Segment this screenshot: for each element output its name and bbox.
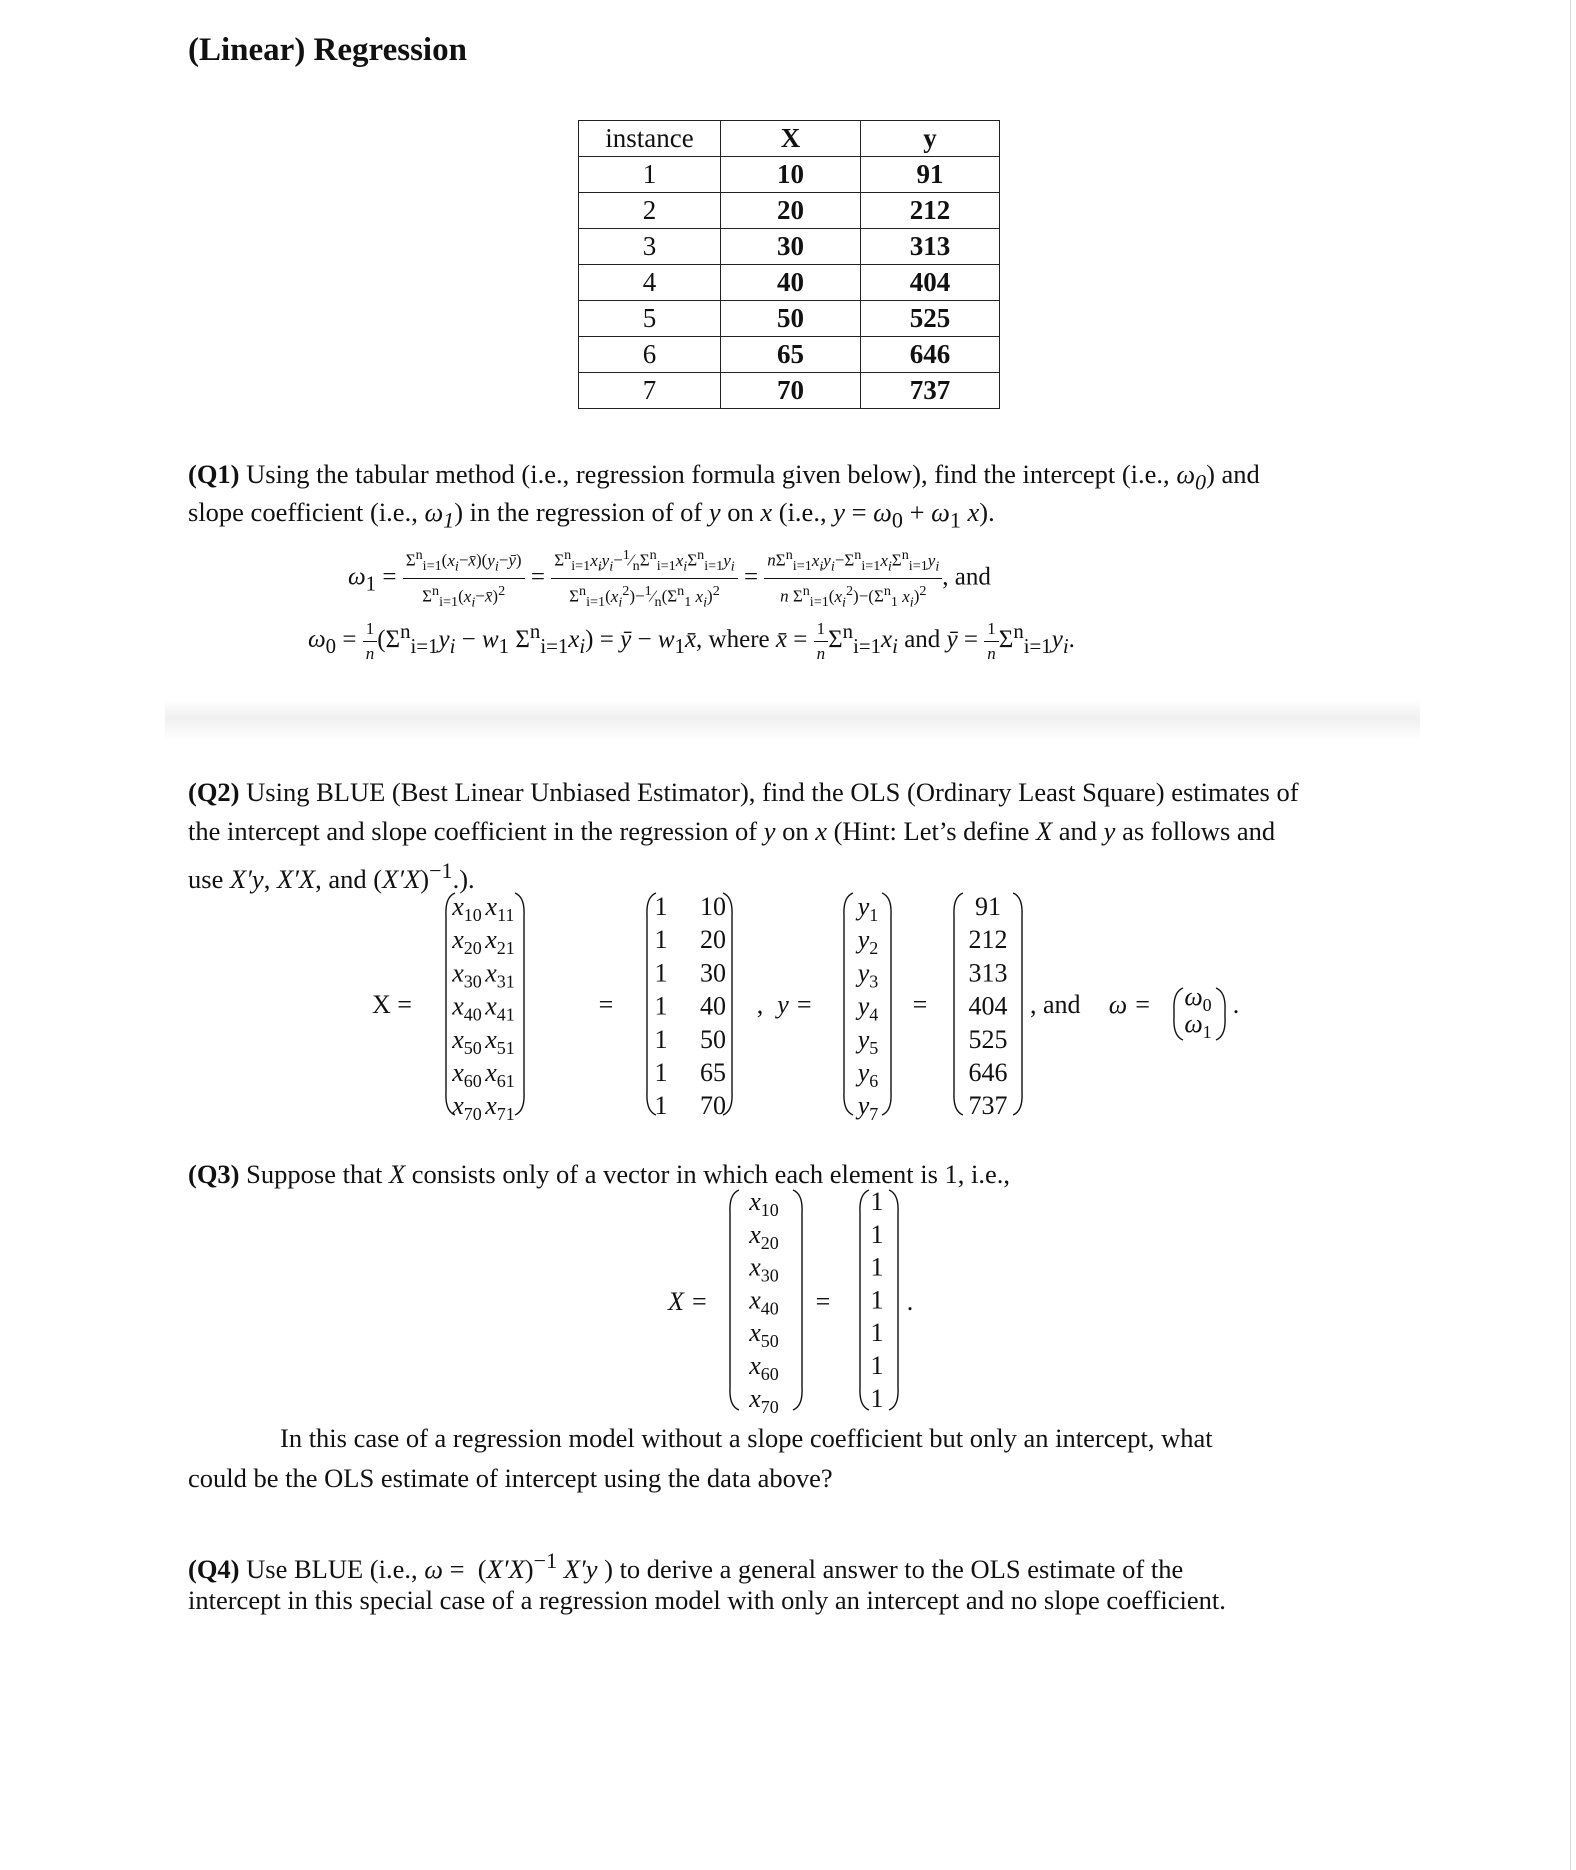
matrix-entry: 646 <box>968 1058 1008 1087</box>
matrix-entry: 737 <box>968 1091 1008 1121</box>
table-cell: 646 <box>861 337 1000 373</box>
matrix-entry: 10 <box>700 892 726 921</box>
matrix-entry: 65 <box>700 1058 726 1087</box>
q1-line-2: slope coefficient (i.e., $\omega_1$) in the regression of of y on x (i.e., $y = \omega_0 + \omega_1$ x). <box>188 497 995 533</box>
q3-line-2: In this case of a regression model without a slope coefficient but only an intercept, what <box>280 1423 1213 1453</box>
table-cell: 4 <box>579 265 721 301</box>
matrix-entry: 1 <box>870 1318 884 1348</box>
matrix-entry: 313 <box>968 958 1008 988</box>
matrix-entry: 1 <box>870 1351 884 1380</box>
matrix-entry: $x_{60}$ <box>749 1351 779 1384</box>
q4-label: (Q4) <box>188 1553 240 1584</box>
table-cell: 737 <box>861 373 1000 409</box>
x-matrix-label: X = <box>372 990 412 1019</box>
formula-fraction: $\frac{\Sigma^n_{i=1}(x_i-x̄)(y_i-ȳ)}{\Sigma^n_{i=1}(x_i-x̄)^2}$ <box>403 543 525 614</box>
matrix-entry: $y_1$ <box>857 892 879 925</box>
matrix-entry: $x_{20}$ <box>452 925 482 959</box>
matrix-entry: 40 <box>700 991 726 1021</box>
matrix-entry: $x_{51}$ <box>485 1024 515 1058</box>
period: . <box>906 1287 914 1316</box>
q2-line-2: the intercept and slope coefficient in the regression of y on x (Hint: Let’s define X and y as follows and <box>188 816 1276 846</box>
matrix-entry: 50 <box>700 1024 726 1054</box>
matrix-entry: $x_{10}$ <box>749 1187 779 1220</box>
matrix-entry: $x_{70}$ <box>749 1383 779 1417</box>
q3-text: consists only of a vector in which each element is 1, i.e., <box>405 1159 1011 1189</box>
matrix-entry: $x_{21}$ <box>485 925 515 959</box>
q1-text: (i.e., <box>772 497 834 527</box>
equals-sign: = <box>912 990 928 1019</box>
right-bracket <box>889 1190 898 1410</box>
matrix-entry: $x_{40}$ <box>452 991 482 1025</box>
matrix-entry: $x_{40}$ <box>749 1285 779 1319</box>
matrix-entry: $x_{61}$ <box>485 1058 515 1091</box>
q1-text: slope coefficient (i.e., <box>188 497 425 527</box>
table-cell: 65 <box>721 337 861 373</box>
matrix-entry: $y_7$ <box>857 1091 879 1125</box>
q1-text: and <box>897 626 947 654</box>
table-header-x: X <box>721 121 861 157</box>
matrix-entry: $y_2$ <box>857 925 879 959</box>
matrix-entry: 91 <box>975 892 1001 921</box>
q3-text: Suppose that <box>239 1159 389 1189</box>
q2-text: , <box>263 863 277 894</box>
right-bracket <box>1216 988 1225 1040</box>
right-bracket <box>515 893 524 1115</box>
q3-line-3: could be the OLS estimate of intercept using the data above? <box>188 1463 833 1493</box>
y-vector-label: y = <box>777 990 813 1019</box>
matrix-entry: $x_{20}$ <box>749 1219 779 1253</box>
q4-text: ) to derive a general answer to the OLS estimate of the <box>597 1553 1184 1584</box>
left-bracket <box>844 893 853 1115</box>
q4-line-2: intercept in this special case of a regression model with only an intercept and no slope coefficient. <box>188 1585 1226 1615</box>
omega0-formula: $\omega_0$ = $\frac{1}{n}$ ($\Sigma^n_{i=1}y_i - w_1$ $\Sigma^n_{i=1}x_i$) = ȳ − $w_1x̄$, where x̄ = $\frac{1}{n}$ $\Sigma^n_{i=1}x_i$ and ȳ = $\frac{1}{n}$ $\Sigma^n_{i=1}y_i$. <box>308 618 1075 663</box>
table-cell: 2 <box>579 193 721 229</box>
matrix-entry: $x_{11}$ <box>485 892 515 925</box>
matrix-entry: 30 <box>700 958 726 988</box>
left-bracket <box>954 893 963 1115</box>
matrix-entry: $x_{30}$ <box>452 958 482 992</box>
table-cell: 3 <box>579 229 721 265</box>
q1-text: Using the tabular method (i.e., regression formula given below), find the intercept (i.e., <box>239 459 1177 489</box>
equals-sign: = <box>598 990 614 1019</box>
matrix-entry: 70 <box>700 1091 726 1121</box>
q2-text: the intercept and slope coefficient in the regression of <box>188 816 764 846</box>
matrix-entry: 1 <box>654 925 668 955</box>
matrix-entry: $y_6$ <box>857 1058 879 1091</box>
q1-text: , and <box>942 563 991 591</box>
omega1-symbol: $\omega_1$ <box>424 497 455 533</box>
q1-text: on <box>720 497 761 527</box>
matrix-entry: $x_{50}$ <box>749 1318 779 1352</box>
q2-text: as follows and <box>1115 816 1276 846</box>
left-bracket <box>730 1190 739 1410</box>
regression-equation: y <box>833 497 845 527</box>
table-cell: 525 <box>861 301 1000 337</box>
q2-text: Using BLUE (Best Linear Unbiased Estimator), find the OLS (Ordinary Least Square) estimates of <box>239 777 1299 807</box>
and-word: , and <box>1030 990 1088 1019</box>
matrix-entry: 1 <box>654 1091 668 1121</box>
matrix-entry: 1 <box>654 991 668 1021</box>
matrix-entry: 20 <box>700 925 726 955</box>
table-cell: 404 <box>861 265 1000 301</box>
table-cell: 50 <box>721 301 861 337</box>
table-cell: 1 <box>579 157 721 193</box>
matrix-entry: $x_{30}$ <box>749 1252 779 1286</box>
matrix-entry: $y_5$ <box>857 1024 879 1058</box>
q3-label: (Q3) <box>188 1159 240 1189</box>
omega1-formula: $\omega_1$ = $\frac{\Sigma^n_{i=1}(x_i-x̄)(y_i-ȳ)}{\Sigma^n_{i=1}(x_i-x̄)^2}$ = $\frac{\Sigma^n_{i=1}x_iy_i-^1⁄_n\Sigma^n_{i=1}x_i\Sigma^n_{i=1}y_i}{\Sigma^n_{i=1}(x_i^2)-^1⁄_n(\Sigma^n_1 x_i)^2}$ = $\frac{n\Sigma^n_{i=1}x_iy_i-\Sigma^n_{i=1}x_i\Sigma^n_{i=1}y_i}{n \Sigma^n_{i=1}(x_i^2)-(\Sigma^n_1 x_i)^2}$ , and <box>348 543 991 614</box>
matrix-entry: 1 <box>870 1187 884 1216</box>
table-cell: 40 <box>721 265 861 301</box>
matrix-entry: 212 <box>968 925 1008 955</box>
left-bracket <box>860 1190 869 1410</box>
right-bracket <box>1013 893 1022 1115</box>
table-cell: 91 <box>861 157 1000 193</box>
table-cell: 30 <box>721 229 861 265</box>
q3-line-1: (Q3) Suppose that X consists only of a vector in which each element is 1, i.e., <box>188 1159 1011 1189</box>
equals-sign: = <box>815 1287 831 1316</box>
matrix-entry: 1 <box>870 1285 884 1315</box>
table-cell: 6 <box>579 337 721 373</box>
table-cell: 7 <box>579 373 721 409</box>
matrix-entry: $x_{10}$ <box>452 892 482 925</box>
right-bracket <box>793 1190 802 1410</box>
matrix-entry: 1 <box>654 892 668 921</box>
matrix-entry: $x_{31}$ <box>485 958 515 992</box>
q1-text: ) and <box>1206 459 1260 489</box>
table-cell: 10 <box>721 157 861 193</box>
q2-text: (Hint: Let’s define <box>826 816 1036 846</box>
matrix-entry: $x_{50}$ <box>452 1024 482 1058</box>
period: . <box>1232 990 1240 1019</box>
formula-fraction: $\frac{\Sigma^n_{i=1}x_iy_i-^1⁄_n\Sigma^n_{i=1}x_i\Sigma^n_{i=1}y_i}{\Sigma^n_{i=1}(x_i^2)-^1⁄_n(\Sigma^n_1 x_i)^2}$ <box>551 543 737 614</box>
matrix-entry: 404 <box>968 991 1008 1021</box>
table-header-instance: instance <box>579 121 721 157</box>
matrix-entry: 525 <box>968 1024 1008 1054</box>
matrix-entry: $x_{70}$ <box>452 1091 482 1125</box>
matrix-entry: 1 <box>654 1024 668 1054</box>
q4-text: Use BLUE (i.e., <box>239 1553 425 1584</box>
x-vector-label: X = <box>668 1287 708 1316</box>
q4-line-1: (Q4) Use BLUE (i.e., $\omega = (X'X)^{-1}$ X′y ) to derive a general answer to the OLS estimate of the <box>188 1548 1184 1584</box>
omega-entry: $\omega_1$ <box>1184 1009 1212 1042</box>
matrix-entry: 1 <box>654 1058 668 1087</box>
matrix-entry: $x_{41}$ <box>485 991 515 1025</box>
matrix-entry: 1 <box>870 1252 884 1282</box>
q2-line-3: use X′y, X′X, and $(X'X)^{-1}$.). <box>188 858 475 894</box>
matrix-entry: 1 <box>870 1219 884 1249</box>
comma: , <box>756 990 764 1019</box>
q2-label: (Q2) <box>188 777 240 807</box>
table-cell: 5 <box>579 301 721 337</box>
q1-text: ). <box>979 497 995 527</box>
page-title: (Linear) Regression <box>188 32 467 68</box>
q1-text: , where <box>696 626 776 654</box>
matrix-entry: $x_{71}$ <box>485 1091 515 1125</box>
q2-text: .). <box>452 863 475 894</box>
q2-text: , and <box>315 863 374 894</box>
q2-text: and <box>1052 816 1104 846</box>
q2-text: use <box>188 863 230 894</box>
matrix-entry: $y_4$ <box>857 991 879 1025</box>
table-header-y: y <box>861 121 1000 157</box>
right-bracket <box>882 893 891 1115</box>
table-cell: 212 <box>861 193 1000 229</box>
q2-text: on <box>775 816 816 846</box>
left-bracket <box>1174 988 1183 1040</box>
omega-vector-label: ω = <box>1108 990 1152 1019</box>
table-cell: 70 <box>721 373 861 409</box>
formula-fraction: $\frac{n\Sigma^n_{i=1}x_iy_i-\Sigma^n_{i=1}x_i\Sigma^n_{i=1}y_i}{n \Sigma^n_{i=1}(x_i^2)-(\Sigma^n_1 x_i)^2}$ <box>764 543 942 614</box>
q1-label: (Q1) <box>188 459 240 489</box>
omega0-symbol: $\omega_0$ <box>1176 459 1207 495</box>
matrix-entry: $x_{60}$ <box>452 1058 482 1091</box>
matrix-entry: $y_3$ <box>857 958 879 992</box>
omega-entry: $\omega_0$ <box>1184 982 1212 1015</box>
table-cell: 313 <box>861 229 1000 265</box>
table-cell: 20 <box>721 193 861 229</box>
matrix-entry: 1 <box>870 1383 884 1413</box>
q1-text: ) in the regression of of <box>454 497 709 527</box>
matrix-entry: 1 <box>654 958 668 988</box>
